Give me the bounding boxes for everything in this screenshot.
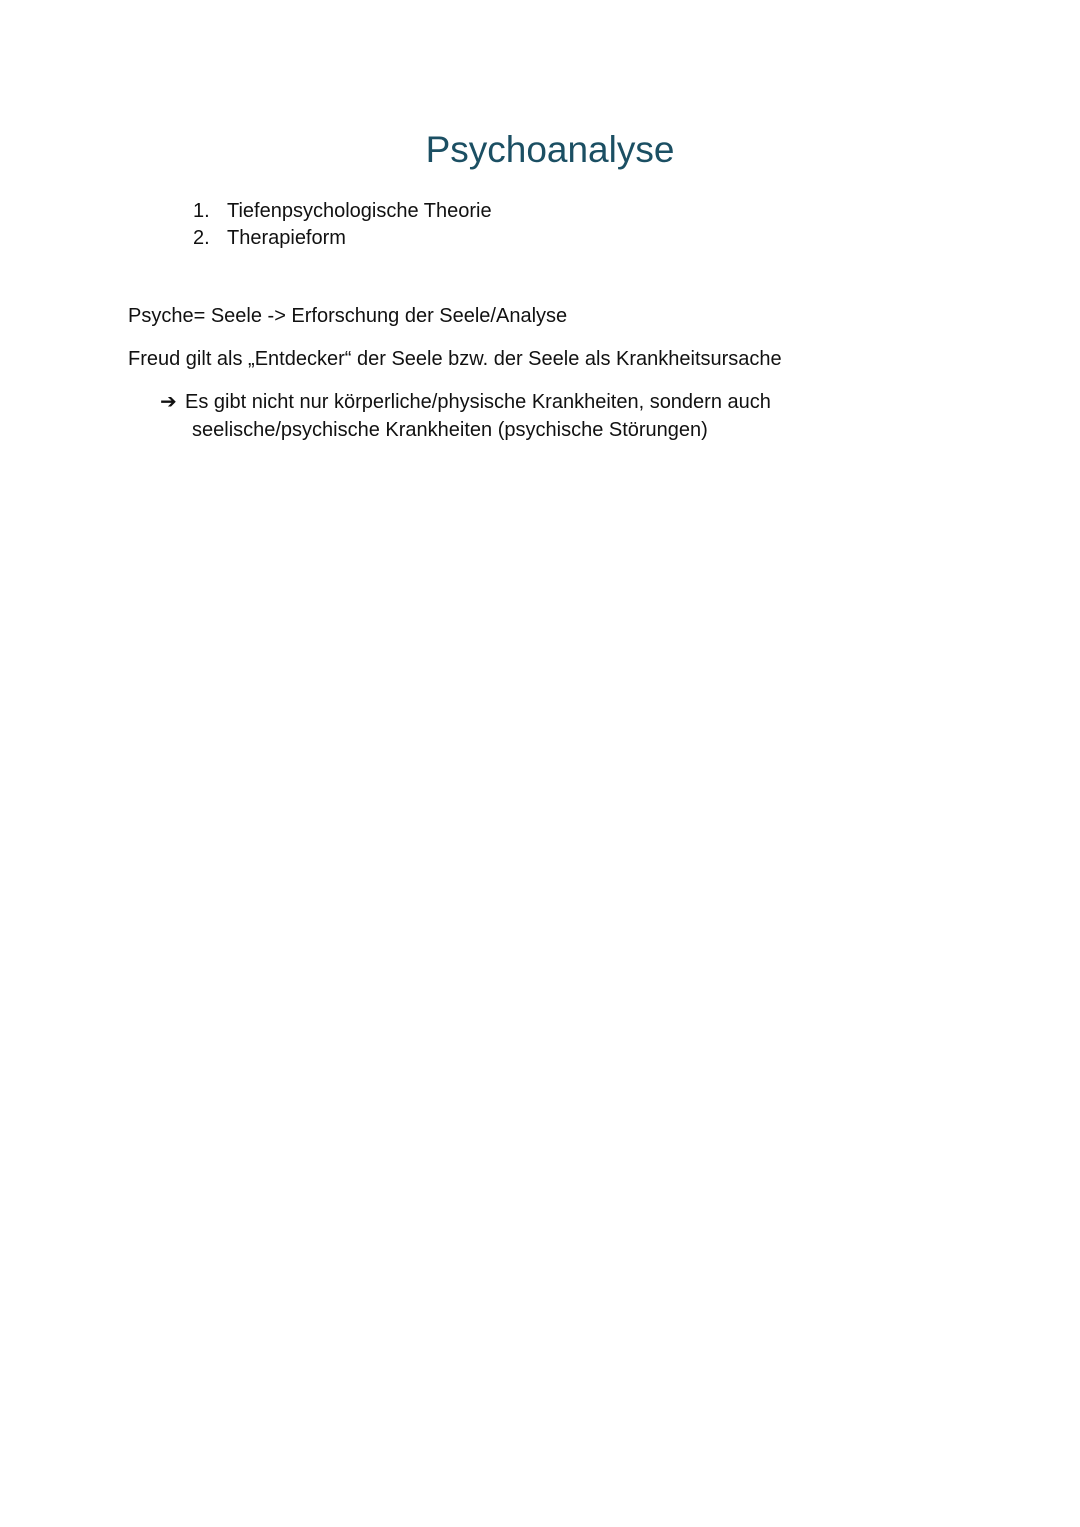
list-item-text: Tiefenpsychologische Theorie bbox=[227, 200, 492, 222]
arrow-item-line-1: Es gibt nicht nur körperliche/physische Krankheiten, sondern auch bbox=[185, 391, 771, 413]
page-title: Psychoanalyse bbox=[425, 129, 675, 170]
paragraph-psyche-definition: Psyche= Seele -> Erforschung der Seele/Analyse bbox=[128, 305, 568, 327]
arrow-right-icon: ➔ bbox=[160, 391, 177, 413]
arrow-item-line-2: seelische/psychische Krankheiten (psychische Störungen) bbox=[192, 419, 708, 441]
list-item-number: 2. bbox=[193, 226, 210, 249]
paragraph-freud: Freud gilt als „Entdecker“ der Seele bzw. der Seele als Krankheitsursache bbox=[128, 348, 782, 370]
list-item bbox=[193, 198, 492, 225]
list-item-text: Therapieform bbox=[227, 226, 346, 249]
numbered-list bbox=[193, 198, 492, 251]
list-item-number: 1. bbox=[193, 200, 210, 222]
list-item bbox=[193, 225, 492, 252]
